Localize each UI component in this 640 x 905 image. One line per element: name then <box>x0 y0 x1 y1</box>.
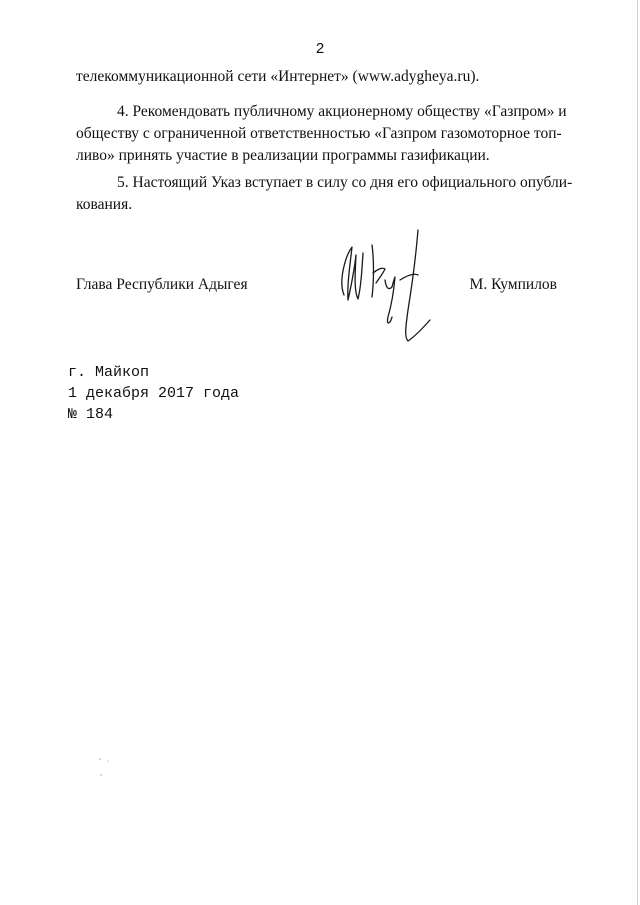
place-date-block <box>68 362 239 425</box>
decree-date: 1 декабря 2017 года <box>68 385 240 402</box>
page-number: 2 <box>315 40 325 57</box>
place-city: г. Майкоп <box>68 364 150 381</box>
paragraph-line: телекоммуникационной сети «Интернет» (www.adygheya.ru). <box>76 68 480 85</box>
handwritten-signature <box>330 225 445 350</box>
paragraph-item-5 <box>76 172 573 216</box>
page-edge <box>637 0 638 905</box>
paragraph-line: кования. <box>76 196 133 213</box>
decree-number: № 184 <box>68 406 114 423</box>
paragraph-item-4 <box>76 101 567 167</box>
scan-specks <box>96 755 116 785</box>
paragraph-continuation <box>76 66 556 88</box>
paragraph-line: 5. Настоящий Указ вступает в силу со дня его официального опубли- <box>117 174 573 191</box>
signatory-title: Глава Республики Адыгея <box>76 276 248 293</box>
signatory-name: М. Кумпилов <box>469 276 557 293</box>
paragraph-line: 4. Рекомендовать публичному акционерному обществу «Газпром» и <box>117 103 567 120</box>
paragraph-line: ливо» принять участие в реализации программы газификации. <box>76 147 490 164</box>
paragraph-line: обществу с ограниченной ответственностью «Газпром газомоторное топ- <box>76 125 562 142</box>
